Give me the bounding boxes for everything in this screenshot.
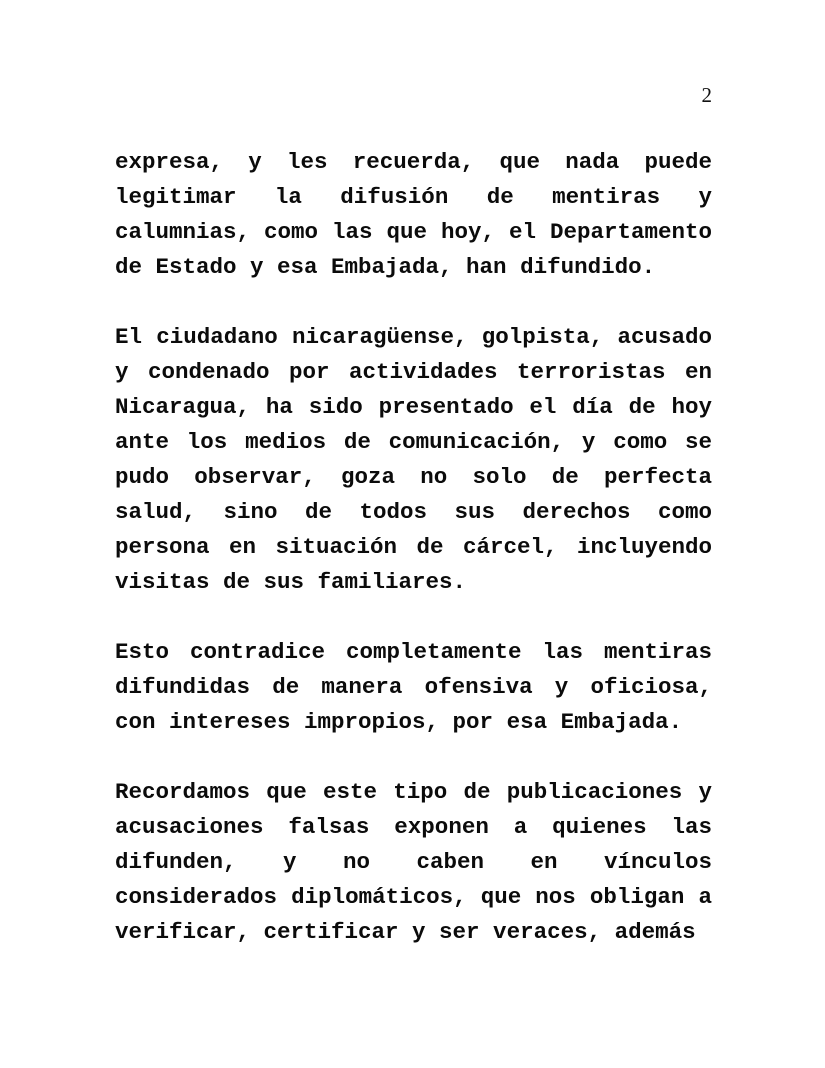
paragraph: Recordamos que este tipo de publicaciones y acusaciones falsas exponen a quienes las difunden, y no caben en vínculos considerados diplomáticos, que nos obligan a verificar, certificar y ser veraces, además bbox=[115, 779, 712, 945]
page-number: 2 bbox=[701, 83, 712, 107]
document-body bbox=[115, 145, 712, 985]
paragraph: El ciudadano nicaragüense, golpista, acusado y condenado por actividades terroristas en Nicaragua, ha sido presentado el día de hoy ante los medios de comunicación, y como se pudo observar, goza no solo de perfecta salud, sino de todos sus derechos como persona en situación de cárcel, incluyendo visitas de sus familiares. bbox=[115, 324, 712, 595]
paragraph: expresa, y les recuerda, que nada puede legitimar la difusión de mentiras y calumnias, como las que hoy, el Departamento de Estado y esa Embajada, han difundido. bbox=[115, 149, 712, 280]
paragraph: Esto contradice completamente las mentiras difundidas de manera ofensiva y oficiosa, con intereses impropios, por esa Embajada. bbox=[115, 639, 712, 735]
